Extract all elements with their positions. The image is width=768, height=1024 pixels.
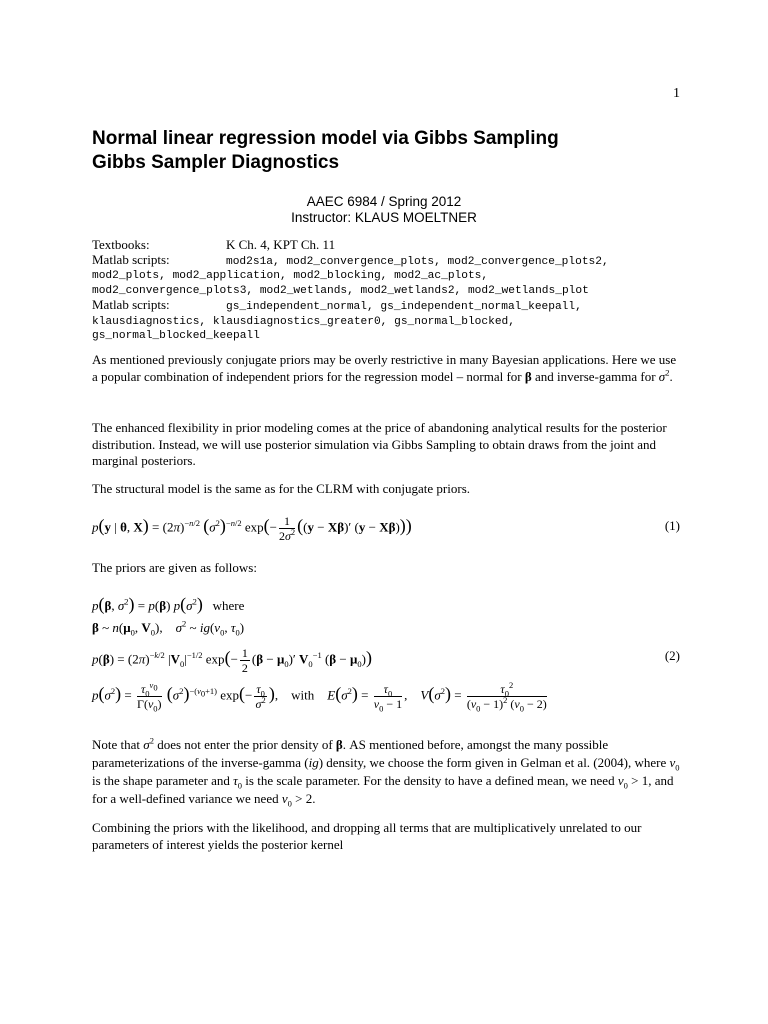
matlab-label-1: Matlab scripts:: [92, 251, 170, 267]
equation-2-number: (2): [664, 648, 680, 663]
paragraph-structural-model: The structural model is the same as for the CLRM with conjugate priors.: [92, 481, 470, 496]
matlab-scripts-2-line-3: gs_normal_blocked_keepall: [92, 330, 260, 342]
references-block: [92, 238, 682, 344]
paragraph-posterior-kernel: Combining the priors with the likelihood, and dropping all terms that are multiplicatively unrelated to our parameters of interest yields the posterior kernel: [92, 820, 642, 852]
instructor: Instructor: KLAUS MOELTNER: [291, 210, 477, 225]
matlab-scripts-2-line-2: klausdiagnostics, klausdiagnostics_greater0, gs_normal_blocked,: [92, 315, 515, 328]
equation-prior-distributions: β ~ $n(\mu_0$, $V_0$), $\sigma^2$ ~ $ig(v_0$, $\tau_0$): [92, 618, 245, 638]
matlab-label-2: Matlab scripts:: [92, 297, 170, 312]
paragraph-priors-intro: As mentioned previously conjugate priors may be overly restrictive in many Bayesian applications. Here we use a popular combination of independent priors for the regression model – normal for β and inverse-gamma for $\sigma^2$.: [92, 352, 677, 384]
matlab-scripts-2-line-1: gs_independent_normal, gs_independent_normal_keepall,: [226, 301, 582, 313]
course-info: [0, 194, 768, 226]
equation-likelihood: p(y | θ, $X) = (2\pi)^{-n/2}$ $(\sigma^2)^{-n/2}$ exp(− $\frac{1}{2\sigma^2}$ ((y − Xβ)′ (y − Xβ))): [92, 514, 412, 543]
equation-beta-prior: $p(\beta) = (2\pi)^{-k/2}$ $|V_0|^{-1/2}$ exp(− $\frac{1}{2}$ $(\beta - \mu_0)'$ $V_0^{-1}$ $(\beta - \mu_0)$): [92, 646, 372, 675]
title-line-1: Normal linear regression model via Gibbs Sampling: [92, 128, 559, 149]
textbooks-label: Textbooks:: [92, 237, 150, 252]
textbooks-row: [92, 238, 682, 253]
page-number: 1: [673, 86, 680, 101]
paragraph-priors-given: The priors are given as follows:: [92, 560, 257, 575]
document-title: [92, 127, 559, 175]
paragraph-parameterization: Note that $\sigma^2$ does not enter the prior density of β. AS mentioned before, amongst the many possible parameterizations of the inverse-gamma (ig) density, we choose the form given in Gelman et al. (2004), where $v_0$ is the shape parameter and $\tau_0$ is the scale parameter. For the density to have a defined mean, we need $v_0 > 1$, and for a well-defined variance we need $v_0 > 2$.: [92, 735, 680, 809]
where-text: where: [212, 598, 245, 613]
equation-1-number: (1): [664, 518, 680, 533]
paragraph-flexibility: The enhanced flexibility in prior modeling comes at the price of abandoning analytical results for the posterior distribution. Instead, we will use posterior simulation via Gibbs Sampling to obtain draws from the joint and marginal posteriors.: [92, 420, 667, 468]
course-code: AAEC 6984 / Spring 2012: [306, 194, 462, 209]
matlab-scripts-1-line-2: mod2_plots, mod2_application, mod2_blocking, mod2_ac_plots,: [92, 270, 489, 282]
matlab-scripts-1-line-3: mod2_convergence_plots3, mod2_wetlands, mod2_wetlands2, mod2_wetlands_plot: [92, 284, 589, 297]
textbooks-value: K Ch. 4, KPT Ch. 11: [226, 237, 336, 252]
equation-joint-prior: p(β, $\sigma^2) = p(\beta)$ $p(\sigma^2)$ where: [92, 594, 245, 614]
with-text: with: [291, 687, 315, 703]
equation-sigma-prior: $p(\sigma^2)$ = $\frac{\tau_0^{v_0}}{\Gamma(v_0)}$ $(\sigma^2)^{-(v_0+1)}$ exp(− $\frac{\tau_0}{\sigma^2}$ ), with $E(\sigma^2)$ = $\frac{\tau_0}{v_0 - 1}$ , $V(\sigma^2)$ = $\frac{\tau_0^2}{(v_0 - 1)^2 (v_0 - 2)}$: [92, 680, 547, 714]
matlab-scripts-row-2: [92, 298, 682, 315]
matlab-scripts-1-line-1: mod2s1a, mod2_convergence_plots, mod2_convergence_plots2,: [226, 255, 609, 268]
title-line-2: Gibbs Sampler Diagnostics: [92, 152, 340, 173]
matlab-scripts-row-1: [92, 253, 682, 270]
